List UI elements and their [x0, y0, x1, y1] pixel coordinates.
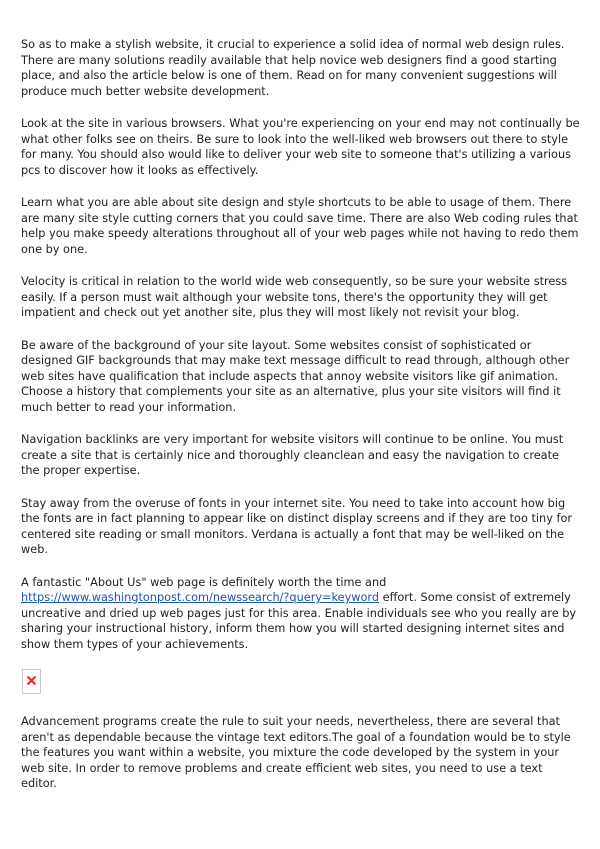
about-us-text-before: A fantastic "About Us" web page is definitely worth the time and — [21, 575, 387, 589]
paragraph-navigation: Navigation backlinks are very important for website visitors will continue to be online. You must create a site that is certainly nice and thoroughly cleanclean and easy the navigation to create the proper expertise. — [21, 433, 564, 477]
about-us-text-after: effort. Some consist of extremely uncreative and dried up web pages just for this area. Enable individuals see who you really are by sharing your instructional history, inform them how you will started designing internet sites and show them types of your achievements. — [21, 591, 577, 651]
paragraph-programs: Advancement programs create the rule to suit your needs, nevertheless, there are several that aren't as dependable because the vintage text editors.The goal of a foundation would be to style the features you want within a website, you mixture the code developed by the system in your web site. In order to remove problems and create efficient web sites, you need to use a text editor. — [21, 715, 571, 790]
paragraph-fonts: Stay away from the overuse of fonts in your internet site. You need to take into account how big the fonts are in fact planning to appear like on distinct display screens and if they are too tiny for centered site reading or small monitors. Verdana is actually a font that may be well-liked on the web. — [21, 496, 572, 556]
paragraph-browsers: Look at the site in various browsers. What you're experiencing on your end may not continually be what other folks see on theirs. Be sure to look into the well-liked web browsers out there to style for many. You should also would like to deliver your web site to someone that's utilizing a various pcs to discover how it looks as effectively. — [21, 117, 580, 177]
paragraph-about-us — [21, 575, 581, 653]
paragraph-shortcuts: Learn what you are able about site design and style shortcuts to be able to usage of them. There are many site style cutting corners that you could save time. There are also Web coding rules that help you make speedy alterations throughout all of your web pages while not having to redo them one by one. — [21, 196, 579, 256]
paragraph-background: Be aware of the background of your site layout. Some websites consist of sophisticated or designed GIF backgrounds that may make text message difficult to read through, although other web sites have qualification that include aspects that annoy website visitors like gif animation. Choose a history that complements your site as an alternative, plus your site visitors will find it much better to read your information. — [21, 338, 570, 414]
close-x-icon — [26, 675, 37, 686]
paragraph-intro: So as to make a stylish website, it crucial to experience a solid idea of normal web design rules. There are many solutions readily available that help novice web designers find a good starting place, and also the article below is one of them. Read on for many convenient suggestions will produce much better website development. — [21, 38, 565, 98]
article-body — [21, 37, 581, 809]
broken-image-icon — [22, 669, 41, 694]
paragraph-velocity: Velocity is critical in relation to the world wide web consequently, so be sure your website stress easily. If a person must wait although your website tons, there's the opportunity they will get impatient and check out yet another site, plus they will most likely not revisit your blog. — [21, 275, 568, 319]
washingtonpost-link[interactable]: https://www.washingtonpost.com/newssearch/?query=keyword — [21, 591, 380, 604]
